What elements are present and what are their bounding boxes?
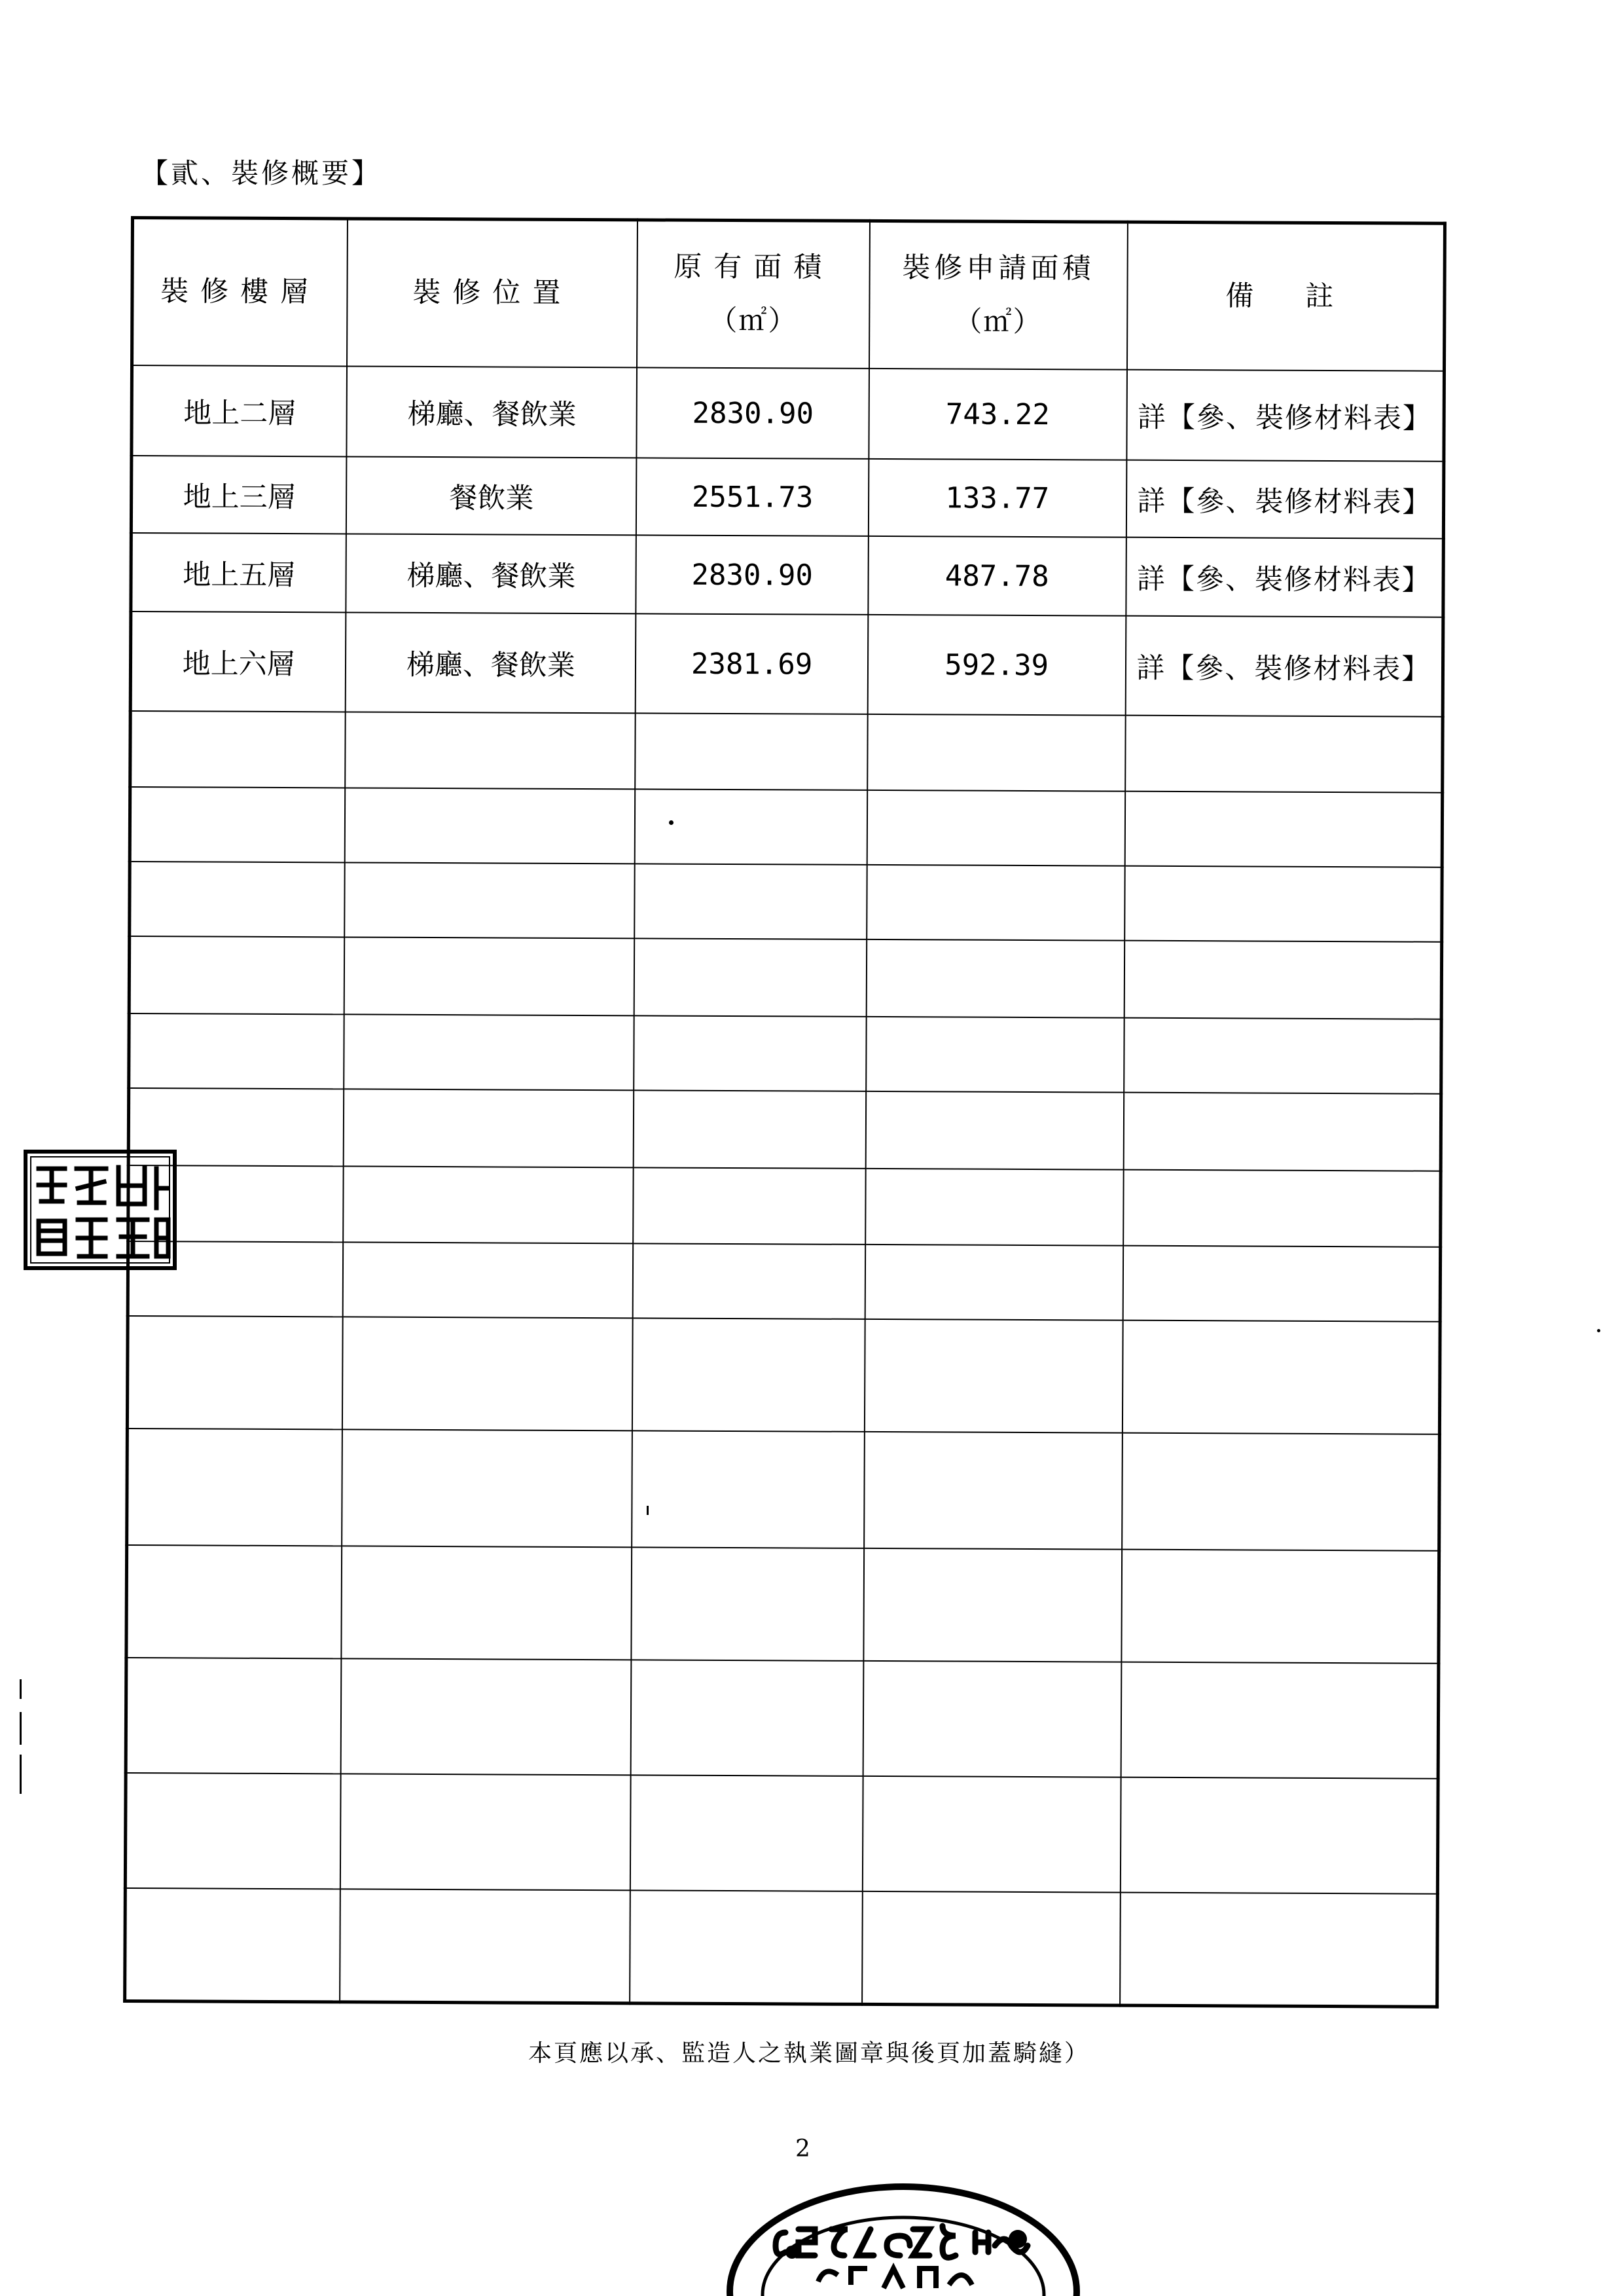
empty-row bbox=[128, 1088, 1441, 1171]
table-row bbox=[131, 533, 1444, 617]
table-row bbox=[132, 365, 1445, 462]
header-applied-area bbox=[869, 221, 1128, 369]
empty-cell bbox=[1123, 1093, 1441, 1171]
scan-speck bbox=[20, 1712, 22, 1745]
empty-cell bbox=[1123, 1246, 1440, 1322]
section-title: 【貳、裝修概要】 bbox=[141, 157, 382, 189]
empty-cell bbox=[866, 939, 1124, 1018]
table-row bbox=[130, 611, 1443, 717]
cell-location: 梯廳、餐飲業 bbox=[346, 534, 637, 613]
empty-cell bbox=[867, 714, 1125, 792]
empty-cell bbox=[125, 1888, 340, 2001]
empty-cell bbox=[635, 864, 867, 939]
cell-applied-area: 133.77 bbox=[869, 459, 1126, 538]
header-original-area bbox=[637, 220, 869, 369]
empty-cell bbox=[1121, 1550, 1439, 1664]
empty-row bbox=[126, 1658, 1439, 1779]
empty-cell bbox=[632, 1318, 865, 1432]
empty-cell bbox=[1123, 1170, 1441, 1247]
cell-applied-area: 592.39 bbox=[867, 615, 1126, 716]
header-original-area-unit: （㎡） bbox=[709, 304, 798, 338]
empty-cell bbox=[634, 1015, 867, 1091]
cell-original-area: 2381.69 bbox=[636, 613, 868, 714]
empty-cell bbox=[1120, 1777, 1438, 1894]
architect-seal bbox=[23, 1149, 177, 1271]
empty-cell bbox=[863, 1776, 1121, 1893]
footer-note: 本頁應以承、監造人之執業圖章與後頁加蓋騎縫） bbox=[528, 2040, 1090, 2067]
empty-cell bbox=[130, 711, 346, 788]
table-header-row bbox=[132, 218, 1445, 371]
header-location: 裝修位置 bbox=[347, 219, 638, 367]
empty-cell bbox=[344, 1089, 634, 1167]
empty-cell bbox=[342, 1546, 632, 1660]
empty-cell bbox=[634, 1167, 866, 1245]
cell-location: 梯廳、餐飲業 bbox=[346, 612, 636, 713]
header-original-area-label: 原有面積 bbox=[674, 250, 834, 284]
cell-floor: 地上二層 bbox=[132, 365, 347, 456]
empty-cell bbox=[1122, 1433, 1440, 1551]
empty-cell bbox=[632, 1547, 864, 1661]
empty-cell bbox=[126, 1545, 342, 1658]
page-number: 2 bbox=[795, 2136, 810, 2162]
empty-cell bbox=[127, 1429, 342, 1546]
empty-cell bbox=[867, 865, 1124, 941]
empty-cell bbox=[863, 1548, 1122, 1662]
scan-speck bbox=[20, 1679, 22, 1699]
empty-cell bbox=[341, 1658, 632, 1775]
empty-cell bbox=[344, 937, 635, 1015]
empty-cell bbox=[130, 862, 345, 937]
empty-cell bbox=[345, 712, 636, 789]
empty-row bbox=[127, 1316, 1440, 1434]
empty-cell bbox=[340, 1889, 630, 2003]
empty-cell bbox=[634, 938, 867, 1017]
empty-cell bbox=[633, 1243, 865, 1319]
empty-row bbox=[128, 1241, 1440, 1322]
cell-original-area: 2830.90 bbox=[636, 535, 869, 615]
empty-cell bbox=[630, 1775, 863, 1891]
empty-cell bbox=[635, 789, 867, 865]
empty-cell bbox=[866, 1017, 1124, 1093]
empty-cell bbox=[342, 1317, 633, 1430]
empty-row bbox=[125, 1888, 1438, 2007]
cell-floor: 地上三層 bbox=[131, 456, 346, 534]
empty-cell bbox=[129, 1013, 344, 1089]
empty-row bbox=[127, 1429, 1440, 1551]
empty-cell bbox=[634, 1090, 866, 1169]
empty-cell bbox=[865, 1091, 1123, 1170]
renovation-summary-table bbox=[123, 216, 1447, 2008]
cell-floor: 地上六層 bbox=[130, 611, 346, 712]
scan-speck bbox=[20, 1755, 22, 1794]
empty-cell bbox=[636, 713, 868, 790]
empty-cell bbox=[129, 936, 344, 1014]
empty-cell bbox=[867, 790, 1124, 866]
empty-cell bbox=[126, 1658, 341, 1774]
empty-cell bbox=[340, 1774, 631, 1890]
empty-cell bbox=[344, 1014, 634, 1090]
empty-cell bbox=[343, 1166, 634, 1243]
empty-cell bbox=[863, 1661, 1121, 1777]
cell-applied-area: 743.22 bbox=[869, 369, 1126, 460]
empty-cell bbox=[344, 862, 635, 938]
cell-location: 餐飲業 bbox=[346, 456, 637, 535]
header-applied-area-unit: （㎡） bbox=[954, 305, 1043, 339]
empty-cell bbox=[125, 1773, 340, 1889]
empty-cell bbox=[1124, 941, 1441, 1019]
empty-row bbox=[130, 787, 1442, 867]
empty-row bbox=[130, 862, 1442, 942]
empty-cell bbox=[864, 1432, 1123, 1550]
empty-cell bbox=[632, 1430, 865, 1548]
cell-remarks: 詳【參、裝修材料表】 bbox=[1126, 370, 1445, 462]
empty-row bbox=[125, 1773, 1438, 1894]
empty-cell bbox=[631, 1660, 863, 1776]
empty-cell bbox=[342, 1429, 632, 1547]
office-stamp bbox=[720, 2160, 1087, 2296]
empty-cell bbox=[865, 1245, 1123, 1321]
empty-cell bbox=[862, 1891, 1121, 2005]
cell-remarks: 詳【參、裝修材料表】 bbox=[1126, 460, 1443, 539]
cell-original-area: 2830.90 bbox=[637, 367, 869, 459]
table-row bbox=[131, 456, 1443, 539]
empty-row bbox=[126, 1545, 1439, 1664]
empty-cell bbox=[1124, 792, 1442, 867]
scan-speck bbox=[1597, 1329, 1600, 1332]
empty-cell bbox=[630, 1890, 863, 2004]
header-floor: 裝修樓層 bbox=[132, 218, 348, 367]
cell-floor: 地上五層 bbox=[131, 533, 346, 612]
empty-cell bbox=[127, 1316, 342, 1429]
empty-cell bbox=[1124, 866, 1442, 942]
empty-row bbox=[129, 936, 1441, 1019]
header-remarks: 備 註 bbox=[1127, 222, 1445, 371]
cell-applied-area: 487.78 bbox=[868, 536, 1126, 616]
empty-cell bbox=[1120, 1893, 1438, 2007]
scan-speck bbox=[647, 1506, 649, 1515]
empty-cell bbox=[1125, 716, 1443, 793]
cell-original-area: 2551.73 bbox=[636, 458, 869, 536]
header-applied-area-label: 裝修申請面積 bbox=[902, 251, 1095, 285]
empty-cell bbox=[343, 1242, 634, 1318]
cell-remarks: 詳【參、裝修材料表】 bbox=[1125, 616, 1443, 717]
empty-cell bbox=[1122, 1321, 1440, 1434]
empty-cell bbox=[1121, 1662, 1439, 1779]
scan-speck bbox=[669, 820, 674, 825]
cell-remarks: 詳【參、裝修材料表】 bbox=[1126, 538, 1443, 617]
cell-location: 梯廳、餐飲業 bbox=[347, 366, 638, 458]
empty-cell bbox=[865, 1319, 1123, 1433]
empty-row bbox=[128, 1165, 1441, 1247]
empty-row bbox=[130, 711, 1443, 793]
empty-cell bbox=[865, 1169, 1123, 1246]
empty-cell bbox=[345, 788, 636, 864]
empty-cell bbox=[1124, 1018, 1441, 1094]
empty-cell bbox=[130, 787, 345, 862]
empty-row bbox=[129, 1013, 1441, 1094]
